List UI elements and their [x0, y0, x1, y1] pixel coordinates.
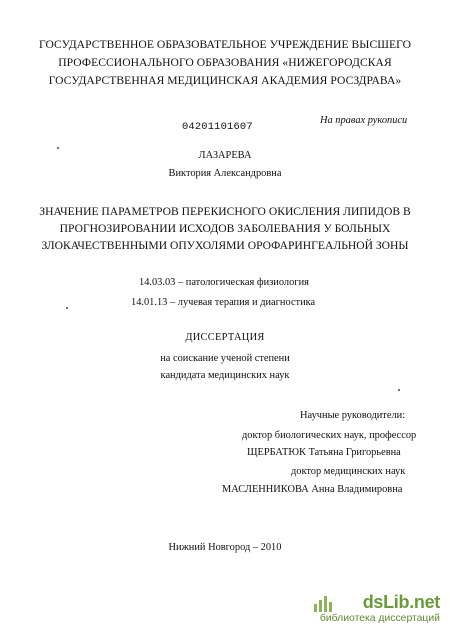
supervisor-2-name: МАСЛЕННИКОВА Анна Владимировна — [222, 484, 403, 495]
title-line-2: ПРОГНОЗИРОВАНИИ ИСХОДОВ ЗАБОЛЕВАНИЯ У БОЛЬНЫХ — [59, 222, 391, 235]
dslib-watermark — [314, 592, 440, 626]
specialty-1: 14.03.03 – патологическая физиология — [139, 277, 309, 288]
supervisor-1-degree: доктор биологических наук, профессор — [242, 430, 417, 441]
dslib-logo-name: dsLib — [362, 592, 410, 612]
scan-speck — [66, 307, 68, 309]
dslib-logo-domain: .net — [409, 592, 440, 612]
supervisors-heading: Научные руководители: — [300, 410, 406, 421]
institution-line-3: ГОСУДАРСТВЕННАЯ МЕДИЦИНСКАЯ АКАДЕМИЯ РОСЗДРАВА» — [48, 74, 402, 87]
scan-speck — [398, 389, 400, 391]
scan-speck — [57, 147, 59, 149]
manuscript-note: На правах рукописи — [320, 115, 408, 126]
dslib-bars-icon — [314, 594, 336, 612]
institution-line-2: ПРОФЕССИОНАЛЬНОГО ОБРАЗОВАНИЯ «НИЖЕГОРОДСКАЯ — [58, 56, 392, 69]
work-type-heading: ДИССЕРТАЦИЯ — [185, 332, 265, 343]
dslib-logo — [363, 592, 440, 612]
specialty-2: 14.01.13 – лучевая терапия и диагностика — [131, 297, 316, 308]
author-surname: ЛАЗАРЕВА — [198, 150, 252, 161]
title-line-3: ЗЛОКАЧЕСТВЕННЫМИ ОПУХОЛЯМИ ОРОФАРИНГЕАЛЬНОЙ ЗОНЫ — [41, 239, 409, 252]
dslib-caption: библиотека диссертаций — [319, 613, 440, 624]
title-line-1: ЗНАЧЕНИЕ ПАРАМЕТРОВ ПЕРЕКИСНОГО ОКИСЛЕНИЯ ЛИПИДОВ В — [39, 205, 411, 218]
place-and-year: Нижний Новгород – 2010 — [168, 542, 282, 553]
work-type-line-1: на соискание ученой степени — [160, 353, 290, 364]
institution-line-1: ГОСУДАРСТВЕННОЕ ОБРАЗОВАТЕЛЬНОЕ УЧРЕЖДЕНИЕ ВЫСШЕГО — [38, 38, 412, 51]
supervisor-2-degree: доктор медицинских наук — [291, 466, 406, 477]
author-given-names: Виктория Александровна — [168, 168, 282, 179]
work-type-line-2: кандидата медицинских наук — [160, 370, 290, 381]
registration-number: 04201101607 — [182, 121, 253, 133]
supervisor-1-name: ЩЕРБАТЮК Татьяна Григорьевна — [247, 447, 401, 458]
